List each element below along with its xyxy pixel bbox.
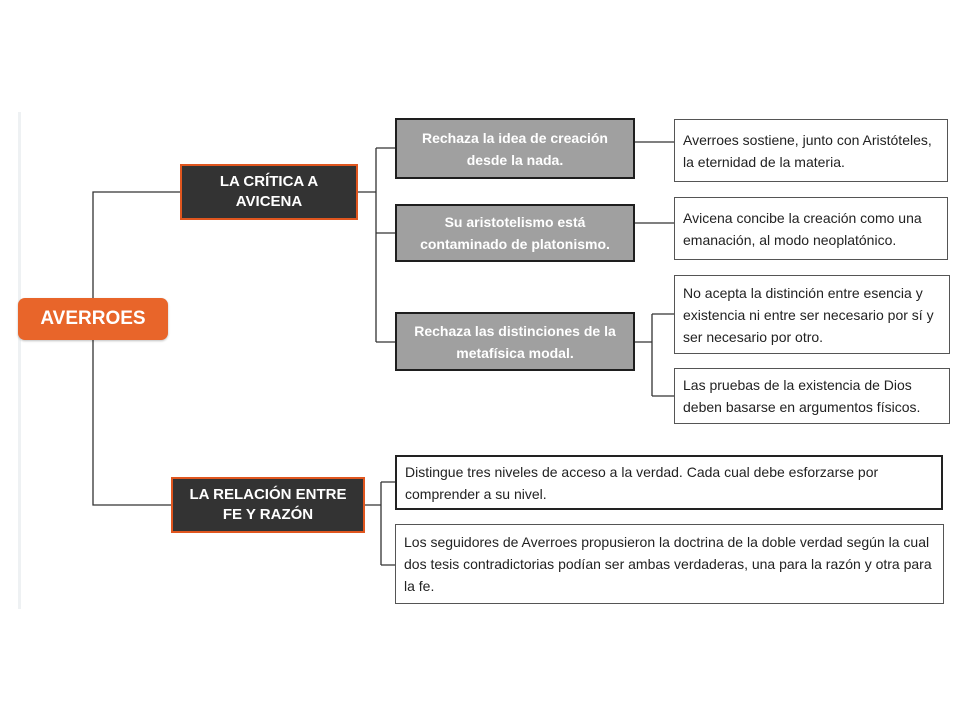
branch-fe-razon — [171, 477, 365, 533]
root-node-averroes — [18, 298, 168, 340]
subtopic-label: Rechaza la idea de creación desde la nada. — [422, 129, 608, 168]
detail-text: Los seguidores de Averroes propusieron la doctrina de la doble verdad según la cual dos tesis contradictorias podían ser ambas verdaderas, una para la razón y otra para la fe. — [404, 534, 932, 594]
detail-pruebas-dios — [674, 368, 950, 424]
connector-root-branches — [93, 192, 180, 505]
connector-branch2-details — [365, 482, 395, 565]
subtopic-label: Su aristotelismo está contaminado de platonismo. — [420, 214, 610, 252]
branch-label: LA RELACIÓN ENTRE FE Y RAZÓN — [189, 486, 347, 523]
detail-eternidad-materia — [674, 119, 948, 182]
detail-text: Distingue tres niveles de acceso a la verdad. Cada cual debe esforzarse por comprender a su nivel. — [405, 463, 879, 502]
detail-esencia-existencia — [674, 275, 950, 354]
detail-text: Las pruebas de la existencia de Dios deben basarse en argumentos físicos. — [683, 377, 921, 415]
subtopic-aristotelismo — [395, 204, 635, 262]
detail-niveles-verdad — [395, 455, 943, 510]
detail-text: No acepta la distinción entre esencia y existencia ni entre ser necesario por sí y ser necesario por otro. — [683, 284, 934, 345]
detail-doble-verdad — [395, 524, 944, 604]
branch-critica-avicena — [180, 164, 358, 220]
detail-text: Averroes sostiene, junto con Aristóteles, la eternidad de la materia. — [683, 131, 932, 170]
subtopic-creacion — [395, 118, 635, 179]
subtopic-metafisica-modal — [395, 312, 635, 371]
detail-emanacion — [674, 197, 948, 260]
branch-label: LA CRÍTICA A AVICENA — [219, 173, 319, 210]
subtopic-label: Rechaza las distinciones de la metafísica modal. — [414, 322, 616, 361]
detail-text: Avicena concibe la creación como una emanación, al modo neoplatónico. — [683, 209, 922, 248]
connector-sub3-details — [635, 314, 674, 396]
connector-branch1-subtopics — [358, 148, 395, 342]
root-label: AVERROES — [40, 308, 146, 329]
